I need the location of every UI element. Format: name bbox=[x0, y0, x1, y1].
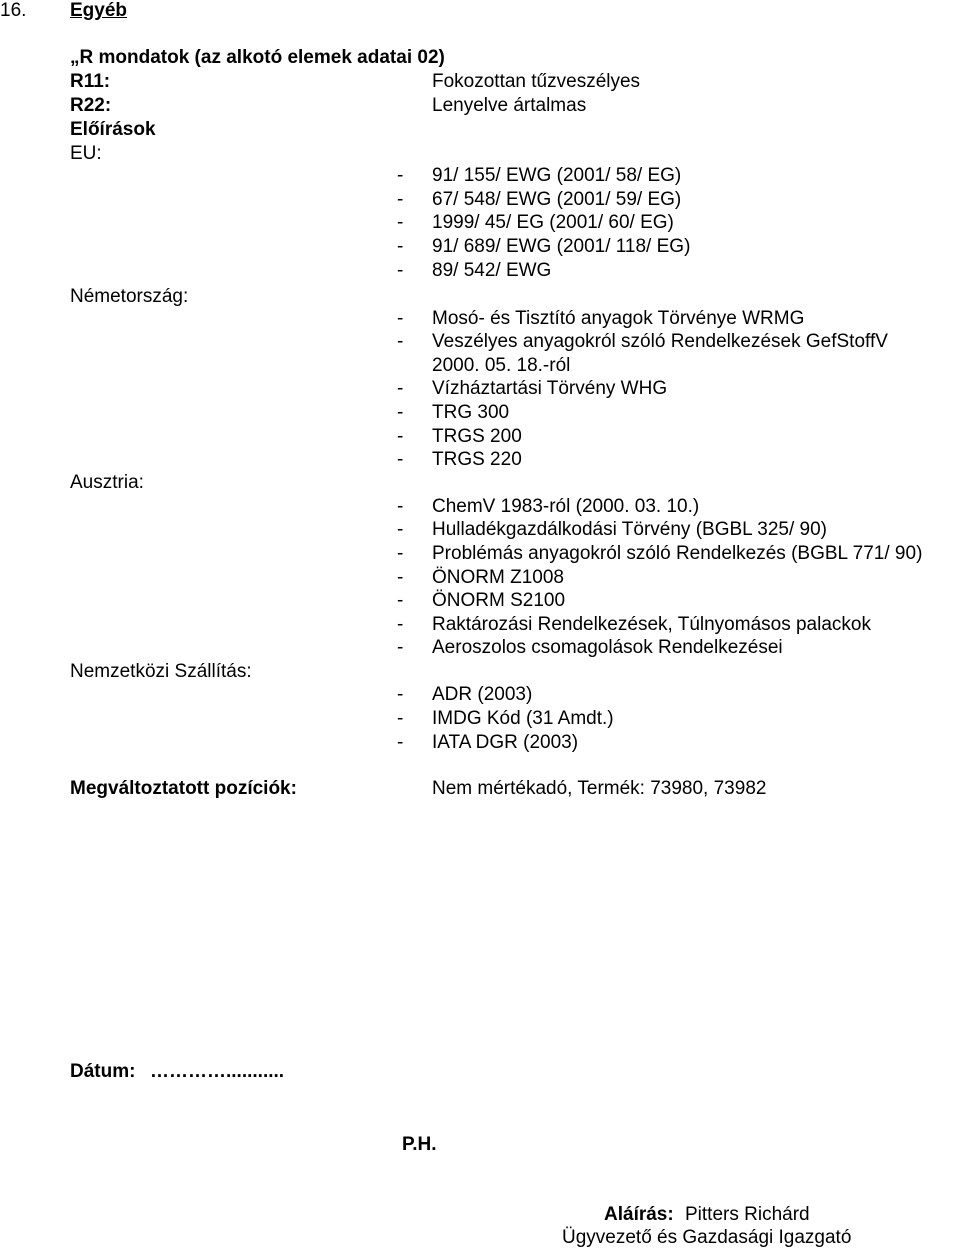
list-bullet: - bbox=[397, 519, 404, 540]
list-bullet: - bbox=[397, 449, 404, 470]
list-bullet: - bbox=[397, 637, 404, 658]
list-bullet: - bbox=[397, 426, 404, 447]
eu-item: 91/ 689/ EWG (2001/ 118/ EG) bbox=[432, 236, 691, 257]
list-bullet: - bbox=[397, 567, 404, 588]
list-bullet: - bbox=[397, 212, 404, 233]
r-phrase-code: R22: bbox=[70, 95, 112, 116]
section-number: 16. bbox=[0, 0, 27, 21]
list-bullet: - bbox=[397, 543, 404, 564]
stamp-label: P.H. bbox=[402, 1134, 437, 1155]
list-bullet: - bbox=[397, 708, 404, 729]
eu-item: 1999/ 45/ EG (2001/ 60/ EG) bbox=[432, 212, 674, 233]
transport-item: IMDG Kód (31 Amdt.) bbox=[432, 708, 614, 729]
austria-item: ÖNORM Z1008 bbox=[432, 567, 564, 588]
changed-positions-value: Nem mértékadó, Termék: 73980, 73982 bbox=[432, 778, 767, 799]
austria-item: Aeroszolos csomagolások Rendelkezései bbox=[432, 637, 783, 658]
transport-item: ADR (2003) bbox=[432, 684, 533, 705]
list-bullet: - bbox=[397, 236, 404, 257]
germany-item: TRGS 200 bbox=[432, 426, 522, 447]
list-bullet: - bbox=[397, 590, 404, 611]
r-phrase-code: R11: bbox=[70, 71, 111, 92]
germany-label: Németország: bbox=[70, 286, 189, 307]
eu-item: 67/ 548/ EWG (2001/ 59/ EG) bbox=[432, 189, 682, 210]
signature-name: Pitters Richárd bbox=[685, 1204, 810, 1225]
austria-item: Problémás anyagokról szóló Rendelkezés (BGBL 771/ 90) bbox=[432, 543, 923, 564]
list-bullet: - bbox=[397, 614, 404, 635]
list-bullet: - bbox=[397, 496, 404, 517]
list-bullet: - bbox=[397, 331, 404, 352]
list-bullet: - bbox=[397, 260, 404, 281]
germany-item: 2000. 05. 18.-ról bbox=[432, 355, 571, 376]
r-phrases-heading: „R mondatok (az alkotó elemek adatai 02) bbox=[70, 47, 445, 68]
germany-item: Veszélyes anyagokról szóló Rendelkezések GefStoffV bbox=[432, 331, 888, 352]
germany-item: TRG 300 bbox=[432, 402, 510, 423]
section-title: Egyéb bbox=[70, 0, 128, 21]
germany-item: Vízháztartási Törvény WHG bbox=[432, 378, 668, 399]
transport-item: IATA DGR (2003) bbox=[432, 732, 579, 753]
germany-item: TRGS 220 bbox=[432, 449, 522, 470]
list-bullet: - bbox=[397, 189, 404, 210]
list-bullet: - bbox=[397, 402, 404, 423]
date-value: …………........... bbox=[150, 1061, 285, 1082]
austria-item: ÖNORM S2100 bbox=[432, 590, 566, 611]
changed-positions-label: Megváltoztatott pozíciók: bbox=[70, 778, 297, 799]
transport-label: Nemzetközi Szállítás: bbox=[70, 661, 252, 682]
date-label: Dátum: bbox=[70, 1061, 136, 1082]
signature-role: Ügyvezető és Gazdasági Igazgató bbox=[562, 1227, 852, 1248]
list-bullet: - bbox=[397, 684, 404, 705]
r-phrase-text: Fokozottan tűzveszélyes bbox=[432, 71, 641, 92]
list-bullet: - bbox=[397, 732, 404, 753]
regulations-heading: Előírások bbox=[70, 119, 156, 140]
eu-item: 89/ 542/ EWG bbox=[432, 260, 552, 281]
eu-item: 91/ 155/ EWG (2001/ 58/ EG) bbox=[432, 165, 682, 186]
austria-item: Raktározási Rendelkezések, Túlnyomásos palackok bbox=[432, 614, 871, 635]
austria-label: Ausztria: bbox=[70, 472, 144, 493]
list-bullet: - bbox=[397, 378, 404, 399]
list-bullet: - bbox=[397, 308, 404, 329]
austria-item: Hulladékgazdálkodási Törvény (BGBL 325/ 90) bbox=[432, 519, 828, 540]
r-phrase-text: Lenyelve ártalmas bbox=[432, 95, 587, 116]
germany-item: Mosó- és Tisztító anyagok Törvénye WRMG bbox=[432, 308, 805, 329]
list-bullet: - bbox=[397, 165, 404, 186]
signature-label: Aláírás: bbox=[604, 1204, 674, 1225]
eu-label: EU: bbox=[70, 143, 102, 164]
austria-item: ChemV 1983-ról (2000. 03. 10.) bbox=[432, 496, 700, 517]
